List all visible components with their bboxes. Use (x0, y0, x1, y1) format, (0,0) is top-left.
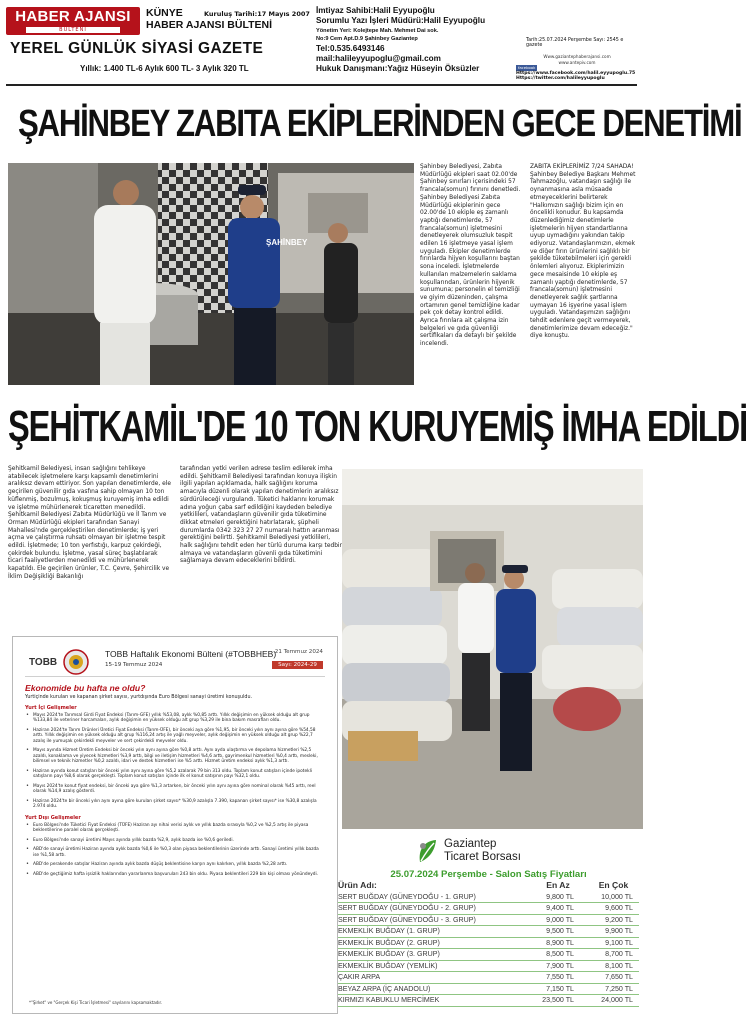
min-price: 9,000 TL (528, 914, 588, 926)
story1-headline: ŞAHİNBEY ZABITA EKİPLERİNDEN GECE DENETİMİ (18, 103, 742, 145)
issue-date: Tarih:25.07.2024 Perşembe Sayı: 2545 e gazete (526, 38, 624, 48)
tobb-emblem-icon (63, 649, 89, 675)
exchange-name-line1: Gaziantep (444, 838, 497, 850)
min-price: 8,500 TL (528, 949, 588, 961)
list-item: • Haziran ayında konut satışları bir önceki yılın aynı ayına göre %5,2 azalarak 79 bin 313 oldu. Toplam konut satışları içinde ipotekli satışların payı %8,6 olarak gerçekleşti. Toplam konut satışları içinde ilk el konut satışının payı %32,1 oldu. (25, 769, 325, 780)
masthead (6, 4, 637, 86)
twitter-link[interactable]: Https://twitter.com/halileyyupoglu (516, 76, 605, 82)
tobb-title: TOBB Haftalık Ekonomi Bülteni (#TOBBHEB) (105, 649, 277, 659)
list-item: • Euro Bölgesi'nde Tüketici Fiyat Endeksi (TÜFE) Haziran ayı nihai verisi aylık ve yıllık bazda sırasıyla %0,2 ve %2,5 artış ile piyasa beklentilerine paralel olarak gerçekleşti. (25, 823, 325, 834)
officer-vest-text: ŞAHİNBEY (266, 238, 308, 247)
list-item: • ABD'de geçtiğimiz hafta işsizlik haklarından yararlanma başvuruları 243 bin oldu. Piyasa beklentileri 229 bin kişi olması yönündeydi. (25, 872, 325, 877)
story2-column-2: tarafından yetki verilen adrese teslim edilerek imha edildi. Şehitkamil Belediyesi tarafından konuya ilişkin ilgili yapılan açıklamada, halk sağlığını koruma amacıyla düzenli olarak yapılan denetimlerin aralıksız sürdürüleceği vurgulandı. Tüketici haklarını korumak adına yoğun çaba sarf edildiğini kaydeden belediye yetkilileri, vatandaşların güvenilir gıda tüketimine dikkat etmeleri gerektiğini hatırlatarak, şüpheli durumlarda 0342 323 27 27 numaralı hattın aranması gerektiğini belirtti. Şehitkamil Belediyesi yetkilileri, halk sağlığını tehdit eden her türlü duruma karşı tedbir almaya ve vatandaşların güvenli gıda tüketimini sağlamaya devam edeceklerini bildirdi. (180, 466, 342, 565)
table-row (338, 983, 639, 995)
newspaper-title: YEREL GÜNLÜK SİYASİ GAZETE (10, 40, 264, 57)
story1-column-1: Şahinbey Belediyesi, Zabıta Müdürlüğü ekipleri saat 02.00'de Şahinbey sınırları içerisindeki 57 francala(somun) fırınını denetledi. Şahinbey Belediyesi Zabıta Müdürlüğü ekiplerinin gece 02.00'de 10 ekiple eş zamanlı yaptığı denetimlerde, 57 francala(somun) işletmesini denetleyerek olumsuzluk tespit edilen 16 işletmeye yasal işlem uyguladı. Ekipler denetimlerde fırınlarda hijyen koşullarını baştan sona inceledi. İşletmelerde kullanılan malzemelerin saklama koşullarından, ürünlerin hijyenik sunumuna; personelin el temizliği ve giyim düzeninden, çalışma ortamının genel temizliğine kadar pek çok detay kontrol edildi. Ayrıca fırınlara ait çalışma izin belgeleri ve gıda güvenliği sertifikaları da detaylı bir şekilde incelendi. (420, 164, 521, 348)
story2-column-1: Şehitkamil Belediyesi, insan sağlığını tehlikeye atabilecek işletmelere karşı kapsamlı denetimlerini aralıksız devam ettiriyor. Son yapılan denetimlerde, ele geçirilen güvenilir gıda vasfına sahip olmayan 10 ton küflenmiş, bozulmuş, kokuşmuş kuruyemiş imha edildi ve işletme mühürlenerek ticaretten menedildi. Şehitkamil Belediyesi Zabıta Müdürlüğü ve İl Tarım ve Orman Müdürlüğü ekipleri tarafından Sanayi Mahallesi'nde gerçekleştirilen denetimlerde; iş yeri açma ve çalıştırma ruhsatı olmayan bir işletme tespit edildi. İşletmede; 10 ton yerfıstığı, karpuz çekirdeği, çekirdek bulundu. İşletme, yasal süreç başlatılarak ticari faaliyetlerden menedildi ve mühürlenerek kapatıldı. Ele geçirilen ürünler, T.C. Çevre, Şehircilik ve İklim Değişikliği Bakanlığı (8, 466, 171, 580)
min-price: 7,150 TL (528, 983, 588, 995)
product-name: SERT BUĞDAY (GÜNEYDOĞU - 1. GRUP) (338, 891, 528, 903)
tobb-issue-number: Sayı: 2024-29 (272, 661, 323, 669)
logo-main-text: HABER AJANSI (15, 8, 131, 25)
min-price: 7,900 TL (528, 960, 588, 972)
list-item: • Haziran 2024'te Tarım Ürünleri Üretici Fiyat Endeksi (Tarım-ÜFE), bir önceki aya göre %1,95, bir önceki yılın aynı ayına göre %54,58 arttı. Yıllık değişimin en yüksek olduğu alt grup %116,24 artış ile yağlı meyveler, aylık değişimin en yüksek olduğu alt grup %22,7 azalış ile yumuşak çekirdekli meyveler ve sert çekirdekli meyveler oldu. (25, 728, 325, 744)
list-item: • ABD'de sanayi üretimi Haziran ayında aylık bazda %0,6 ile %0,3 olan piyasa beklentilerinin üzerinde arttı. Sanayi üretimi yıllık bazda ise %1,58 arttı. (25, 847, 325, 858)
table-row (338, 914, 639, 926)
tobb-footnote: *"Şirket" ve "Gerçek Kişi Ticari İşletmesi" sayılarını kapsamaktadır. (29, 1000, 163, 1005)
list-item: • Haziran 2024'te bir önceki yılın aynı ayına göre kurulan şirket sayısı* %30,9 azalışla 7.390, kapanan şirket sayısı* ise %30,8 azalışla 2.974 oldu. (25, 799, 325, 810)
table-row (338, 972, 639, 984)
min-price: 9,500 TL (528, 926, 588, 938)
website-link-2[interactable]: www.antepiv.com (558, 59, 596, 65)
min-price: 23,500 TL (528, 995, 588, 1007)
warehouse-inspection-illustration (342, 469, 643, 829)
tobb-week-dates: 15-19 Temmuz 2024 (105, 662, 163, 668)
owner-line: İmtiyaz Sahibi:Halil Eyyupoğlu (316, 6, 435, 15)
story1-photo (8, 163, 414, 385)
legal-advisor-line: Hukuk Danışmanı:Yağız Hüseyin Öksüzler (316, 64, 480, 74)
founding-date: Kuruluş Tarihi:17 Mayıs 2007 (204, 10, 310, 18)
tobb-foreign-heading: Yurt Dışı Gelişmeler (25, 814, 81, 821)
min-price: 8,900 TL (528, 937, 588, 949)
product-name: SERT BUĞDAY (GÜNEYDOĞU - 2. GRUP) (338, 903, 528, 915)
exchange-name (444, 838, 521, 864)
tobb-foreign-list (25, 823, 325, 878)
haber-ajansi-logo (6, 7, 140, 35)
table-row (338, 937, 639, 949)
address-line: No:9 Cem Apt.D.9 Şahinbey Gaziantep (316, 36, 418, 43)
min-price: 9,400 TL (528, 903, 588, 915)
product-name: KIRMIZI KABUKLU MERCİMEK (338, 995, 528, 1007)
max-price: 9,100 TL (588, 937, 639, 949)
story1-column-2: ZABITA EKİPLERİMİZ 7/24 SAHADA! Şahinbey Belediye Başkanı Mehmet Tahmazoğlu, vatandaşın sağlığı ile oynanmasına asla müsaade etmeyeceklerini belirterek "Halkımızın sağlığı bizim için en öncelikli konudur. Bu kapsamda düzenlediğimiz denetimlerle işletmelerin hijyen standartlarına uyup uymadığını yakından takip ediyoruz. Vatandaşlarımızın, ekmek ve diğer fırın ürünlerini sağlıklı bir şekilde tüketebilmeleri için gerekli önlemleri alıyoruz. Ekiplerimizin gece mesaisinde 10 ekiple eş zamanlı yaptığı denetimlerde, 57 francala(somun) işletmesini denetleyerek sağlık şartlarına uymayan 16 işyerine yasal işlem uyguladı. Vatandaşımızın sağlığını tehdit edenlere geçit vermeyerek, denetimlerimize devam edeceğiz." diye konuştu. (530, 164, 636, 340)
min-price-header: En Az (546, 880, 570, 890)
tobb-economy-bulletin (12, 636, 338, 1014)
list-item: • ABD'de perakende satışlar Haziran ayında aylık bazda düşüş beklentisine karşın aynı kalırken, yıllık bazda %2,28 arttı. (25, 862, 325, 867)
max-price: 8,100 TL (588, 960, 639, 972)
table-row (338, 903, 639, 915)
tobb-question: Ekonomide bu hafta ne oldu? (25, 683, 146, 693)
list-item: • Mayıs 2024'te Tarımsal Girdi Fiyat Endeksi (Tarım-GFE) yıllık %53,08, aylık %0,85 arttı. Yıllık değişimin en yüksek olduğu alt grup %133,84 ile veteriner harcamaları, aylık değişimin en yüksek olduğu alt grup %3,29 ile bina bakım masrafları oldu. (25, 713, 325, 724)
list-item: • Euro Bölgesi'nde sanayi üretimi Mayıs ayında yıllık bazda %2,9, aylık bazda ise %0,6 geriledi. (25, 838, 325, 843)
contact-line: Tel:0.535.6493146 mail:halileyyupoglu@gmail.com (316, 43, 441, 64)
max-price: 8,700 TL (588, 949, 639, 961)
story2-headline: ŞEHİTKAMİL'DE 10 TON KURUYEMİŞ İMHA EDİLDİ (8, 402, 747, 451)
product-name: EKMEKLİK BUĞDAY (1. GRUP) (338, 926, 528, 938)
list-item: • Mayıs 2024'te konut fiyat endeksi, bir önceki aya göre %1,3 artarken, bir önceki yılın aynı ayına göre nominal olarak %45 arttı, reel olarak %14,9 azalış gösterdi. (25, 784, 325, 795)
price-table (338, 880, 639, 1007)
list-item: • Mayıs ayında Hizmet Üretim Endeksi bir önceki yılın aynı ayına göre %0,8 arttı. Aynı ayda ulaştırma ve depolama hizmetleri %2,5 azaldı, konaklama ve yiyecek hizmetleri %3,9 arttı, bilgi ve iletişim hizmetleri %4,6 arttı, gayrimenkul hizmetleri %0,4 arttı, mesleki, bilimsel ve teknik hizmetler %0,2 azaldı, idari ve destek hizmetleri ise %5 arttı. Hizmet üretim endeksi aylık %1,3 arttı. (25, 748, 325, 764)
max-price: 9,200 TL (588, 914, 639, 926)
product-name: ÇAKIR ARPA (338, 972, 528, 984)
table-row (338, 960, 639, 972)
facebook-icon: facebook (518, 65, 536, 71)
product-header: Ürün Adı: (338, 880, 377, 890)
min-price: 7,550 TL (528, 972, 588, 984)
imprint-block (316, 6, 506, 75)
tobb-domestic-list (25, 713, 325, 810)
exchange-name-line2: Ticaret Borsası (444, 851, 521, 863)
web-links (516, 54, 638, 82)
table-row (338, 891, 639, 903)
story2-photo (342, 469, 643, 829)
tobb-domestic-heading: Yurt İçi Gelişmeler (25, 705, 77, 711)
tobb-logo: TOBB (29, 657, 58, 668)
max-price: 9,900 TL (588, 926, 639, 938)
editor-line: Sorumlu Yazı İşleri Müdürü:Halil Eyyupoğlu (316, 16, 486, 26)
min-price: 9,800 TL (528, 891, 588, 903)
price-table-header (338, 880, 639, 891)
product-name: EKMEKLİK BUĞDAY (2. GRUP) (338, 937, 528, 949)
max-price: 10,000 TL (588, 891, 639, 903)
max-price: 7,250 TL (588, 983, 639, 995)
max-price: 24,000 TL (588, 995, 639, 1007)
facebook-link[interactable]: Https://www.facebook.com/halil.eyyupoglu.75 (516, 70, 636, 76)
table-row (338, 926, 639, 938)
ticaret-borsasi-leaf-icon (416, 838, 438, 864)
kunye-label: KÜNYE (146, 7, 183, 19)
product-name: EKMEKLİK BUĞDAY (YEMLİK) (338, 960, 528, 972)
table-row (338, 949, 639, 961)
subscription-prices: Yıllık: 1.400 TL-6 Aylık 600 TL- 3 Aylık 320 TL (80, 64, 249, 73)
tobb-intro: Yurtiçinde kurulan ve kapanan şirket sayısı, yurtdışında Euro Bölgesi sanayi üretimi konuşuldu. (25, 695, 253, 700)
max-price: 7,650 TL (588, 972, 639, 984)
commodity-exchange-prices (338, 832, 639, 1018)
exchange-subtitle: 25.07.2024 Perşembe - Salon Satış Fiyatları (390, 869, 587, 880)
website-link-1[interactable]: Www.gaziantephaberajansi.com (543, 54, 611, 59)
max-price-header: En Çok (598, 880, 629, 890)
tobb-header (25, 643, 325, 677)
product-name: BEYAZ ARPA (İÇ ANADOLU) (338, 983, 528, 995)
product-name: SERT BUĞDAY (GÜNEYDOĞU - 3. GRUP) (338, 914, 528, 926)
table-row (338, 995, 639, 1007)
product-name: EKMEKLİK BUĞDAY (3. GRUP) (338, 949, 528, 961)
max-price: 9,600 TL (588, 903, 639, 915)
logo-sub-text: BÜLTENİ (26, 27, 120, 33)
bakery-inspection-illustration (8, 163, 414, 385)
management-address: Yönetim Yeri: Kolejtepe Mah. Mehmet Dai sok. (316, 27, 439, 34)
tobb-issue-date: 21 Temmuz 2024 (274, 649, 323, 655)
kunye-publication: HABER AJANSI BÜLTENİ (146, 18, 273, 31)
